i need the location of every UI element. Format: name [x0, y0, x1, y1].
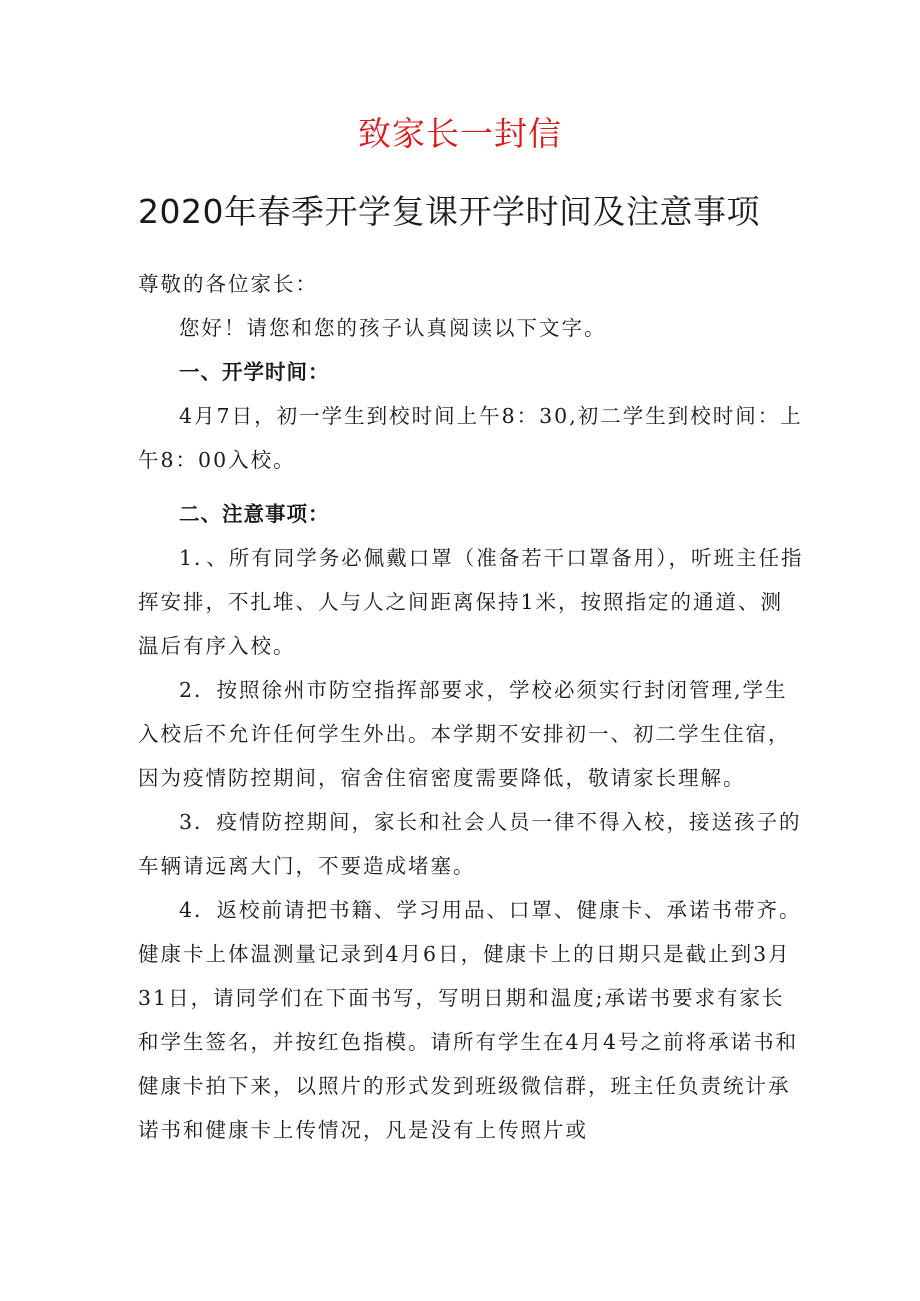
notice-item-2: 2．按照徐州市防空指挥部要求，学校必须实行封闭管理,学生入校后不允许任何学生外出。本学期不安排初一、初二学生住宿，因为疫情防控期间，宿舍住宿密度需要降低，敬请家长理解。: [138, 678, 791, 790]
section-heading-notes: 二、注意事项：: [179, 502, 330, 526]
document-subtitle: 2020年春季开学复课开学时间及注意事项: [138, 192, 760, 231]
notice-item-1: 1．、所有同学务必佩戴口罩（准备若干口罩备用），听班主任指挥安排，不扎堆、人与人之间距离保持1米，按照指定的通道、测温后有序入校。: [138, 546, 804, 658]
salutation: 尊敬的各位家长：: [138, 272, 318, 296]
intro-paragraph: 您好！请您和您的孩子认真阅读以下文字。: [179, 316, 607, 340]
letter-body: [138, 262, 804, 1152]
letter-title: 致家长一封信: [358, 114, 562, 153]
section-heading-start-time: 一、开学时间：: [179, 360, 330, 384]
notice-item-3: 3．疫情防控期间，家长和社会人员一律不得入校，接送孩子的车辆请远离大门，不要造成堵塞。: [138, 810, 802, 878]
notice-item-4: 4．返校前请把书籍、学习用品、口罩、健康卡、承诺书带齐。健康卡上体温测量记录到4月6日，健康卡上的日期只是截止到3月31日，请同学们在下面书写，写明日期和温度;承诺书要求有家长和学生签名，并按红色指模。请所有学生在4月4号之前将承诺书和健康卡拍下来，以照片的形式发到班级微信群，班主任负责统计承诺书和健康卡上传情况，凡是没有上传照片或: [138, 898, 802, 1142]
start-time-paragraph: 4月7日，初一学生到校时间上午8：30,初二学生到校时间：上午8：00入校。: [138, 404, 803, 472]
